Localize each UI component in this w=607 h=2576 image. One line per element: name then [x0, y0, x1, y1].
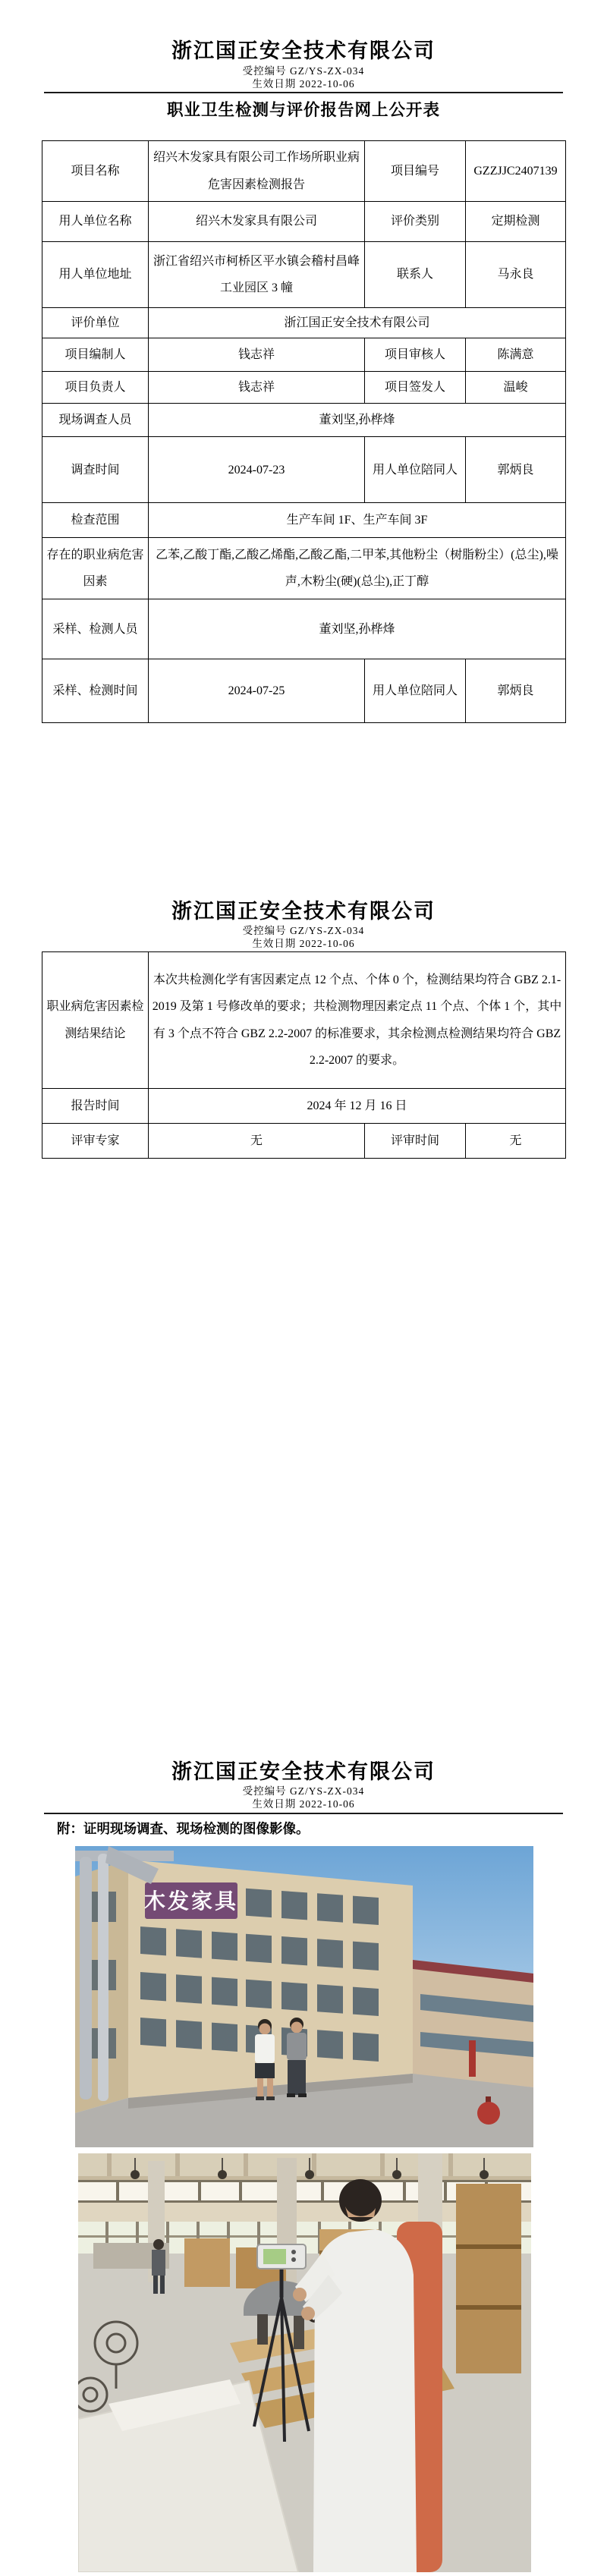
compiler-label: 项目编制人: [42, 338, 149, 372]
contact-person-value: 马永良: [466, 242, 566, 308]
review-date-label: 评审时间: [365, 1124, 466, 1159]
control-number-2: 受控编号 GZ/YS-ZX-034: [242, 925, 365, 936]
table-row: [42, 599, 566, 659]
review-expert-value: 无: [149, 1124, 365, 1159]
escort-value: 郭炳良: [466, 437, 566, 503]
sampling-staff-label: 采样、检测人员: [42, 599, 149, 659]
company-sign: [144, 1882, 238, 1919]
table-row: [42, 404, 566, 437]
inspection-scope-label: 检查范围: [42, 503, 149, 538]
site-survey-staff-label: 现场调查人员: [42, 404, 149, 437]
project-leader-value: 钱志祥: [149, 372, 365, 404]
company-name-header-1: 浙江国正安全技术有限公司: [171, 39, 436, 62]
document-title: 职业卫生检测与评价报告网上公开表: [166, 101, 440, 119]
table-row: [42, 242, 566, 308]
control-number-1: 受控编号 GZ/YS-ZX-034: [242, 65, 365, 77]
sampling-date-value: 2024-07-25: [149, 659, 365, 723]
compiler-value: 钱志祥: [149, 338, 365, 372]
hazard-factors-value: 乙苯,乙酸丁酯,乙酸乙烯酯,乙酸乙酯,二甲苯,其他粉尘（树脂粉尘）(总尘),噪声,木粉尘(硬)(总尘),正丁醇: [149, 538, 566, 599]
factory-building: [75, 1860, 413, 2113]
survey-date-value: 2024-07-23: [149, 437, 365, 503]
project-number-value: GZZJJC2407139: [466, 141, 566, 202]
project-number-label: 项目编号: [365, 141, 466, 202]
table-row: [42, 141, 566, 202]
table-row: [42, 952, 566, 1089]
issuer-label: 项目签发人: [365, 372, 466, 404]
workshop-interior-measurement-photo: [78, 2153, 531, 2572]
sampling-date-label: 采样、检测时间: [42, 659, 149, 723]
table-row: [42, 437, 566, 503]
table-row: [42, 202, 566, 242]
survey-date-label: 调查时间: [42, 437, 149, 503]
review-date-value: 无: [466, 1124, 566, 1159]
company-name-header-2: 浙江国正安全技术有限公司: [171, 900, 436, 923]
attachment-note: 附：证明现场调查、现场检测的图像影像。: [57, 1821, 310, 1836]
employer-name-value: 绍兴木发家具有限公司: [149, 202, 365, 242]
conclusion-text: 本次共检测化学有害因素定点 12 个点、个体 0 个，检测结果均符合 GBZ 2.1-2019 及第 1 号修改单的要求；共检测物理因素定点 11 个点、个体 1 个，其中有 3 个点不符合 GBZ 2.2-2007 的标准要求，其余检测点检测结果均符合 GBZ 2.2-2007 的要求。: [149, 952, 566, 1089]
control-number-3: 受控编号 GZ/YS-ZX-034: [242, 1785, 365, 1797]
evaluation-org-value: 浙江国正安全技术有限公司: [149, 308, 566, 338]
hazard-factors-label: 存在的职业病危害因素: [42, 538, 149, 599]
report-date-label: 报告时间: [42, 1089, 149, 1124]
table-row: [42, 659, 566, 723]
ceiling: [78, 2153, 531, 2180]
conclusion-label: 职业病危害因素检测结果结论: [42, 952, 149, 1089]
table-row: [42, 1089, 566, 1124]
sign-text: 木发家具: [143, 1890, 239, 1914]
project-info-table: [42, 140, 566, 723]
header-divider-3: [44, 1813, 563, 1814]
reviewer-value: 陈满意: [466, 338, 566, 372]
table-row: [42, 1124, 566, 1159]
header-divider-1: [44, 92, 563, 93]
effective-date-3: 生效日期 2022-10-06: [252, 1798, 355, 1810]
project-name-value: 绍兴木发家具有限公司工作场所职业病危害因素检测报告: [149, 141, 365, 202]
employer-address-label: 用人单位地址: [42, 242, 149, 308]
effective-date-1: 生效日期 2022-10-06: [252, 78, 355, 90]
table-row: [42, 372, 566, 404]
evaluation-type-value: 定期检测: [466, 202, 566, 242]
evaluation-org-label: 评价单位: [42, 308, 149, 338]
effective-date-2: 生效日期 2022-10-06: [252, 938, 355, 949]
reviewer-label: 项目审核人: [365, 338, 466, 372]
table-row: [42, 503, 566, 538]
inspection-scope-value: 生产车间 1F、生产车间 3F: [149, 503, 566, 538]
employer-name-label: 用人单位名称: [42, 202, 149, 242]
table-row: [42, 338, 566, 372]
issuer-value: 温峻: [466, 372, 566, 404]
sampling-escort-label: 用人单位陪同人: [365, 659, 466, 723]
escort-label: 用人单位陪同人: [365, 437, 466, 503]
review-expert-label: 评审专家: [42, 1124, 149, 1159]
factory-building-exterior-photo: [75, 1846, 533, 2147]
project-leader-label: 项目负责人: [42, 372, 149, 404]
report-date-value: 2024 年 12 月 16 日: [149, 1089, 566, 1124]
table-row: [42, 538, 566, 599]
evaluation-type-label: 评价类别: [365, 202, 466, 242]
employer-address-value: 浙江省绍兴市柯桥区平水镇会稽村昌峰工业园区 3 幢: [149, 242, 365, 308]
company-name-header-3: 浙江国正安全技术有限公司: [171, 1760, 436, 1783]
table-row: [42, 308, 566, 338]
contact-person-label: 联系人: [365, 242, 466, 308]
project-name-label: 项目名称: [42, 141, 149, 202]
sampling-escort-value: 郭炳良: [466, 659, 566, 723]
site-survey-staff-value: 董刘坚,孙桦烽: [149, 404, 566, 437]
conclusion-table: [42, 951, 566, 1159]
sampling-staff-value: 董刘坚,孙桦烽: [149, 599, 566, 659]
